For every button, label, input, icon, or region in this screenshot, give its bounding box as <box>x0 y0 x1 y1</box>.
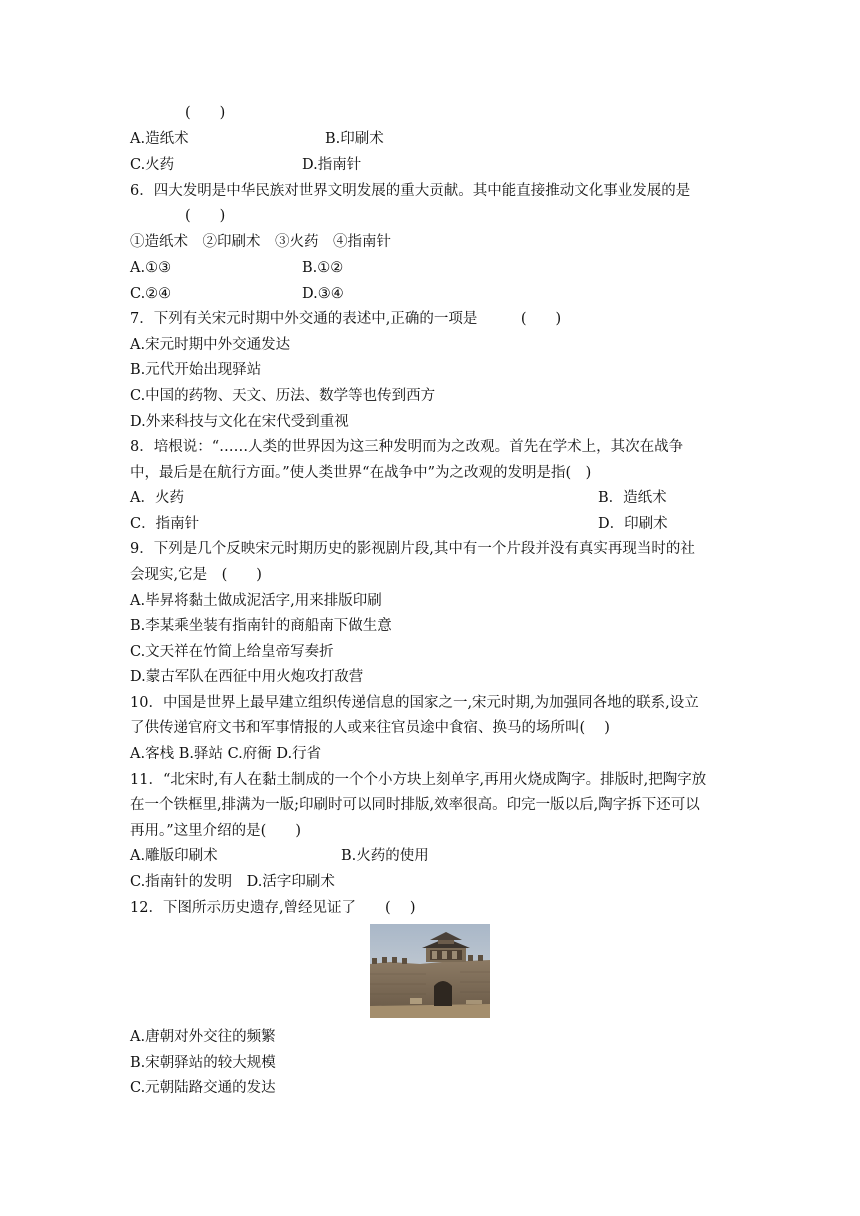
question-8-line-1: 8．培根说：“……人类的世界因为这三种发明而为之改观。首先在学术上，其次在战争 <box>130 439 684 455</box>
option-c: C.②④ <box>130 286 172 302</box>
question-11-line-3: 再用。”这里介绍的是( ) <box>130 823 301 839</box>
question-11-line-1: 11．“北宋时,有人在黏土制成的一个个小方块上刻单字,再用火烧成陶字。排版时,把陶字放 <box>130 772 707 788</box>
option-a: A.唐朝对外交往的频繁 <box>130 1029 276 1045</box>
option-b: B.印刷术 <box>325 131 384 147</box>
option-d: D.指南针 <box>302 157 362 173</box>
option-b: B．造纸术 <box>598 490 667 506</box>
question-6-items: ①造纸术 ②印刷术 ③火药 ④指南针 <box>130 234 391 250</box>
option-c: C.元朝陆路交通的发达 <box>130 1080 276 1096</box>
question-6-bracket: ( ) <box>185 208 226 224</box>
fortress-gate-photo <box>370 924 490 1018</box>
option-a: A．火药 <box>130 490 184 506</box>
option-c: C.中国的药物、天文、历法、数学等也传到西方 <box>130 388 436 404</box>
question-9-line-2: 会现实,它是 ( ) <box>130 567 262 583</box>
option-c: C.火药 <box>130 157 175 173</box>
question-10-line-2: 了供传递官府文书和军事情报的人或来往官员途中食宿、换马的场所叫( ) <box>130 720 610 736</box>
question-6: 6．四大发明是中华民族对世界文明发展的重大贡献。其中能直接推动文化事业发展的是 <box>130 183 691 199</box>
option-a: A.造纸术 <box>130 131 189 147</box>
option-d: D.③④ <box>302 286 344 302</box>
question-7: 7．下列有关宋元时期中外交通的表述中,正确的一项是 ( ) <box>130 311 562 327</box>
option-cd: C.指南针的发明 D.活字印刷术 <box>130 874 335 890</box>
option-b: B.李某乘坐装有指南针的商船南下做生意 <box>130 618 392 634</box>
question-11-line-2: 在一个铁框里,排满为一版;印刷时可以同时排版,效率很高。印完一版以后,陶字拆下还可以 <box>130 797 700 813</box>
option-b: B.元代开始出现驿站 <box>130 362 262 378</box>
question-8-line-2: 中，最后是在航行方面。”使人类世界“在战争中”为之改观的发明是指( ) <box>130 465 592 481</box>
question-5-bracket: ( ) <box>185 105 226 121</box>
question-10-line-1: 10．中国是世界上最早建立组织传递信息的国家之一,宋元时期,为加强同各地的联系,设立 <box>130 695 699 711</box>
option-b: B.火药的使用 <box>341 848 429 864</box>
option-b: B.宋朝驿站的较大规模 <box>130 1055 276 1071</box>
option-a: A.毕昇将黏土做成泥活字,用来排版印刷 <box>130 593 382 609</box>
option-a: A.①③ <box>130 260 172 276</box>
option-a: A.雕版印刷术 <box>130 848 218 864</box>
option-a: A.宋元时期中外交通发达 <box>130 337 291 353</box>
question-12: 12．下图所示历史遗存,曾经见证了 ( ) <box>130 900 416 916</box>
option-c: C.文天祥在竹简上给皇帝写奏折 <box>130 644 334 660</box>
question-10-options: A.客栈 B.驿站 C.府衙 D.行省 <box>130 746 322 762</box>
question-9-line-1: 9．下列是几个反映宋元时期历史的影视剧片段,其中有一个片段并没有真实再现当时的社 <box>130 541 695 557</box>
option-d: D.外来科技与文化在宋代受到重视 <box>130 414 349 430</box>
option-d: D.蒙古军队在西征中用火炮攻打敌营 <box>130 669 364 685</box>
option-c: C．指南针 <box>130 516 200 532</box>
option-b: B.①② <box>302 260 344 276</box>
option-d: D．印刷术 <box>598 516 668 532</box>
